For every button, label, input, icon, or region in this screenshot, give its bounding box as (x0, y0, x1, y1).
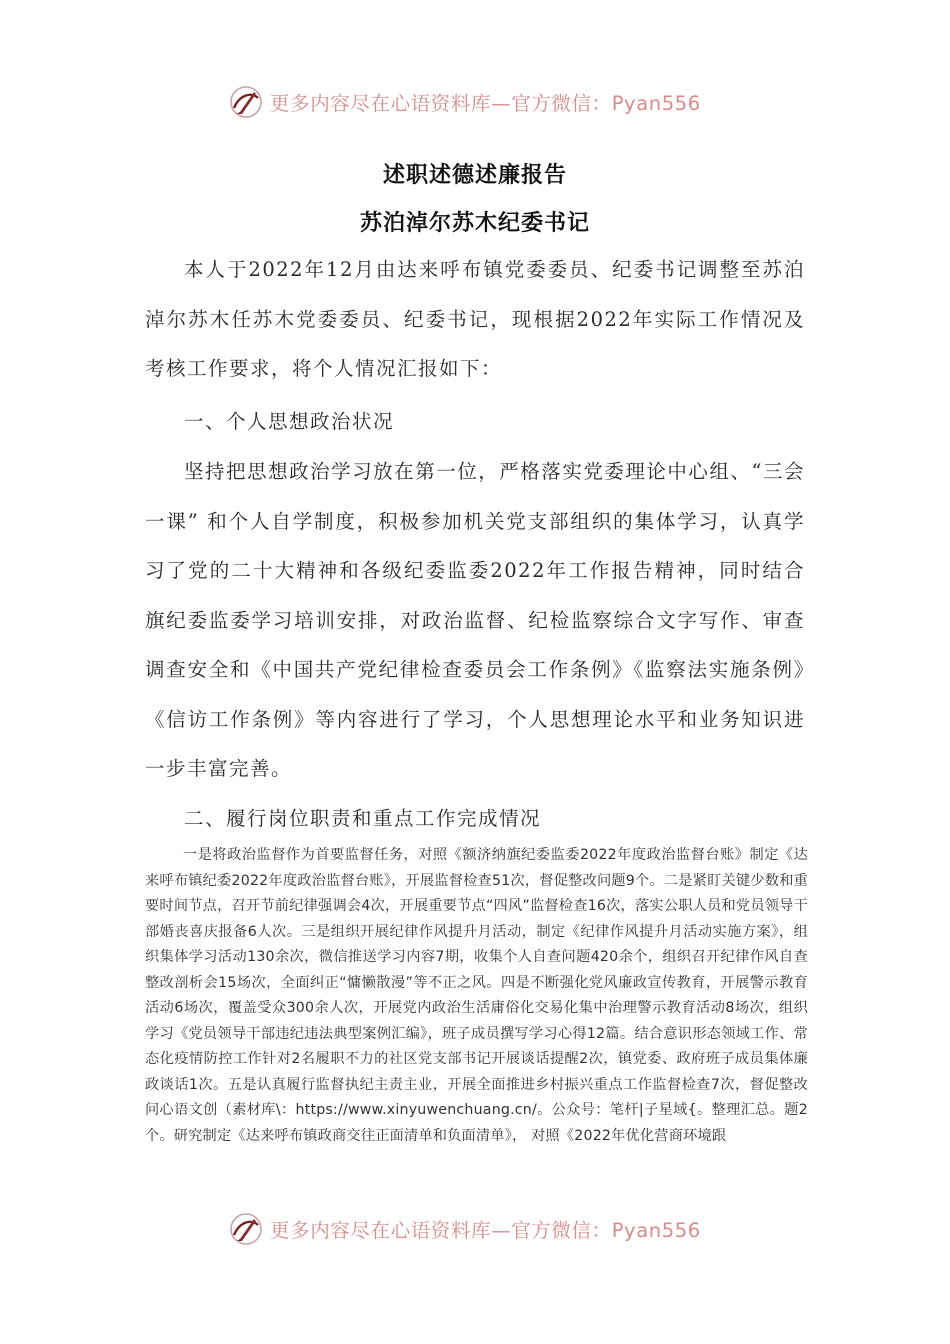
pen-swirl-logo-icon (228, 1211, 264, 1247)
section-heading-1: 一、个人思想政治状况 (184, 410, 395, 433)
pen-swirl-logo-icon (228, 84, 264, 120)
document-title: 述职述德述廉报告 (382, 162, 567, 188)
watermark-text: 更多内容尽在心语资料库—官方微信：Pyan556 (270, 1219, 701, 1242)
section-2-paragraph: 一是将政治监督作为首要监督任务，对照《额济纳旗纪委监委2022年度政治监督台账》制定《达来呼布镇纪委2022年度政治监督台账》，开展监督检查51次，督促整改问题9个。二是紧盯关键少数和重要时间节点，召开节前纪律强调会4次，开展重要节点“四风”监督检查16次，落实公职人员和党员领导干部婚丧喜庆报备6人次。三是组织开展纪律作风提升月活动，制定《纪律作风提升月活动实施方案》，组织集体学习活动130余次，微信推送学习内容7期，收集个人自查问题420余个，组织召开纪律作风自查整改剖析会15场次，全面纠正“慵懒散漫”等不正之风。四是不断强化党风廉政宣传教育，开展警示教育活动6场次，覆盖受众300余人次，开展党内政治生活庸俗化交易化集中治理警示教育活动8场次，组织学习《党员领导干部违纪违法典型案例汇编》，班子成员撰写学习心得12篇。结合意识形态领域工作、常态化疫情防控工作针对2名履职不力的社区党支部书记开展谈话提醒2次，镇党委、政府班子成员集体廉政谈话1次。五是认真履行监督执纪主责主业，开展全面推进乡村振兴重点工作监督检查7次，督促整改问心语文创（素材库\：https://www.xinyuwenchuang.cn/。公众号：笔杆|子星域{。整理汇总。题2个。研究制定《达来呼布镇政商交往正面清单和负面清单》， 对照《2022年优化营商环境跟 (145, 847, 808, 1144)
footer-watermark-banner (228, 1209, 701, 1249)
intro-paragraph: 本人于2022年12月由达来呼布镇党委委员、纪委书记调整至苏泊淖尔苏木任苏木党委委员、纪委书记，现根据2022年实际工作情况及考核工作要求，将个人情况汇报如下： (145, 258, 805, 380)
header-watermark-banner (228, 82, 701, 122)
section-1-paragraph: 坚持把思想政治学习放在第一位，严格落实党委理论中心组、“三会一课” 和个人自学制度，积极参加机关党支部组织的集体学习，认真学习了党的二十大精神和各级纪委监委2022年工作报告精神，同时结合旗纪委监委学习培训安排，对政治监督、纪检监察综合文字写作、审查调查安全和《中国共产党纪律检查委员会工作条例》《监察法实施条例》《信访工作条例》等内容进行了学习，个人思想理论水平和业务知识进一步丰富完善。 (145, 460, 805, 780)
section-heading-2: 二、履行岗位职责和重点工作完成情况 (184, 807, 542, 830)
watermark-text: 更多内容尽在心语资料库—官方微信：Pyan556 (270, 92, 701, 115)
document-subtitle: 苏泊淖尔苏木纪委书记 (359, 210, 590, 236)
